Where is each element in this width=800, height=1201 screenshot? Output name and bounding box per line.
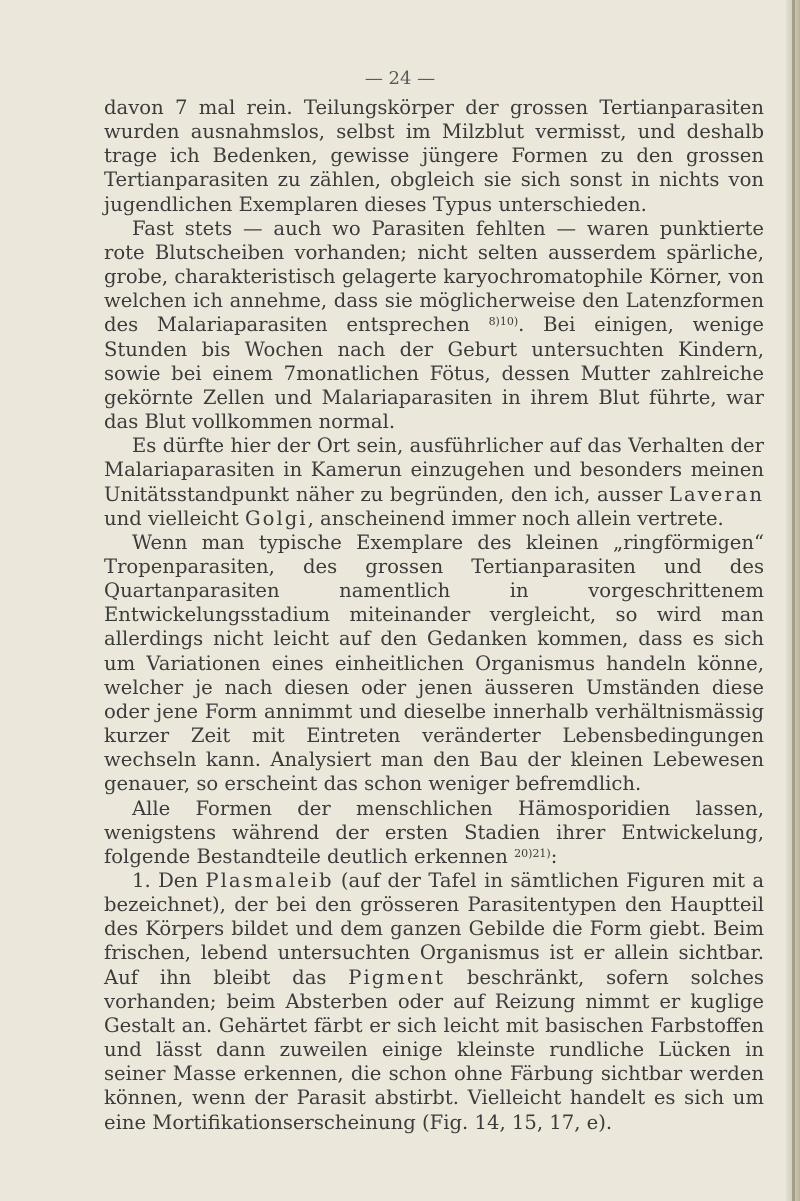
page-edge-shadow bbox=[786, 0, 800, 1201]
text-run: 1. Den bbox=[132, 869, 206, 892]
page-number: — 24 — bbox=[364, 68, 436, 89]
text-run: Alle Formen der menschlichen Hämosporidien lassen, wenigstens während der ersten Stadien ihrer Entwickelung, folgende Bestandteile deutlich erkennen bbox=[104, 796, 764, 868]
body-text bbox=[104, 96, 764, 1135]
text-run: Es dürfte hier der Ort sein, ausführlicher auf das Verhalten der Malariaparasiten in Kamerun einzugehen und besonders meinen Unitätsstandpunkt näher zu begründen, den ich, ausser bbox=[104, 434, 764, 506]
paragraph bbox=[104, 434, 764, 531]
paragraph bbox=[104, 217, 764, 434]
text-run: (auf der Tafel in sämtlichen Figuren mit a bezeichnet), der bei den grösseren Parasitentypen den Hauptteil des Körpers bildet und dem ganzen Gebilde die Form giebt. Beim frischen, lebend untersuchten Organismus ist er allein sichtbar. Auf ihn bleibt das bbox=[104, 869, 765, 989]
paragraph bbox=[104, 869, 764, 1135]
emphasized-name: Laveran bbox=[668, 482, 764, 506]
paragraph bbox=[104, 96, 764, 217]
footnote-reference: 20) bbox=[514, 846, 533, 860]
text-run: Wenn man typische Exemplare des kleinen „ringförmigen“ Tropenparasiten, des grossen Tertianparasiten und des Quartanparasiten namentlich in vorgeschrittenem Entwickelungsstadium miteinander vergleicht, so wird man allerdings nicht leicht auf den Gedanken kommen, dass es sich um Variationen eines einheitlichen Organismus handeln könne, welcher je nach diesen oder jenen äusseren Umständen diese oder jene Form annimmt und dieselbe innerhalb verhältnismässig kurzer Zeit mit Eintreten veränderter Lebensbedingungen wechseln kann. Analysiert man den Bau der kleinen Lebewesen genauer, so erscheint das schon weniger befremdlich. bbox=[104, 530, 764, 796]
text-run: . Bei einigen, wenige Stunden bis Wochen nach der Geburt untersuchten Kindern, sowie bei einem 7monatlichen Fötus, dessen Mutter zahlreiche gekörnte Zellen und Malariaparasiten in ihrem Blut führte, war das Blut vollkommen normal. bbox=[104, 313, 764, 434]
footnote-reference: 21) bbox=[532, 846, 551, 860]
text-run: : bbox=[550, 844, 558, 868]
text-run: beschränkt, sofern solches vorhanden; beim Absterben oder auf Reizung nimmt er kuglige Gestalt an. Gehärtet färbt er sich leicht mit basischen Farbstoffen und lässt dann zuweilen einige kleinste rundliche Lücken in seiner Masse erkennen, die schon ohne Färbung sichtbar werden können, wenn der Parasit abstirbt. Vielleicht handelt es sich um eine Mortifikationserscheinung (Fig. 14, 15, 17, e). bbox=[104, 965, 764, 1134]
emphasized-name: Golgi bbox=[245, 506, 308, 530]
footnote-reference: 10) bbox=[499, 315, 519, 329]
paragraph bbox=[104, 797, 764, 869]
footnote-reference: 8) bbox=[488, 315, 500, 329]
paragraph bbox=[104, 531, 764, 797]
text-run: Fast stets — auch wo Parasiten fehlten — waren punktierte rote Blutscheiben vorhanden; nicht selten ausserdem spärliche, grobe, charakteristisch gelagerte karyochromatophile Körner, von welchen ich annehme, dass sie möglicherweise den Latenzformen des Malariaparasiten entsprechen bbox=[104, 216, 764, 337]
text-run: und vielleicht bbox=[104, 506, 246, 530]
text-run: , anscheinend immer noch allein vertrete. bbox=[307, 506, 724, 530]
text-run: davon 7 mal rein. Teilungskörper der grossen Tertianparasiten wurden ausnahmslos, selbst im Milzblut vermisst, und deshalb trage ich Bedenken, gewisse jüngere Formen zu den grossen Tertianparasiten zu zählen, obgleich sie sich sonst in nichts von jugendlichen Exemplaren dieses Typus unterschieden. bbox=[104, 96, 764, 216]
emphasized-name: Pigment bbox=[348, 965, 445, 989]
emphasized-name: Plasmaleib bbox=[205, 869, 334, 892]
